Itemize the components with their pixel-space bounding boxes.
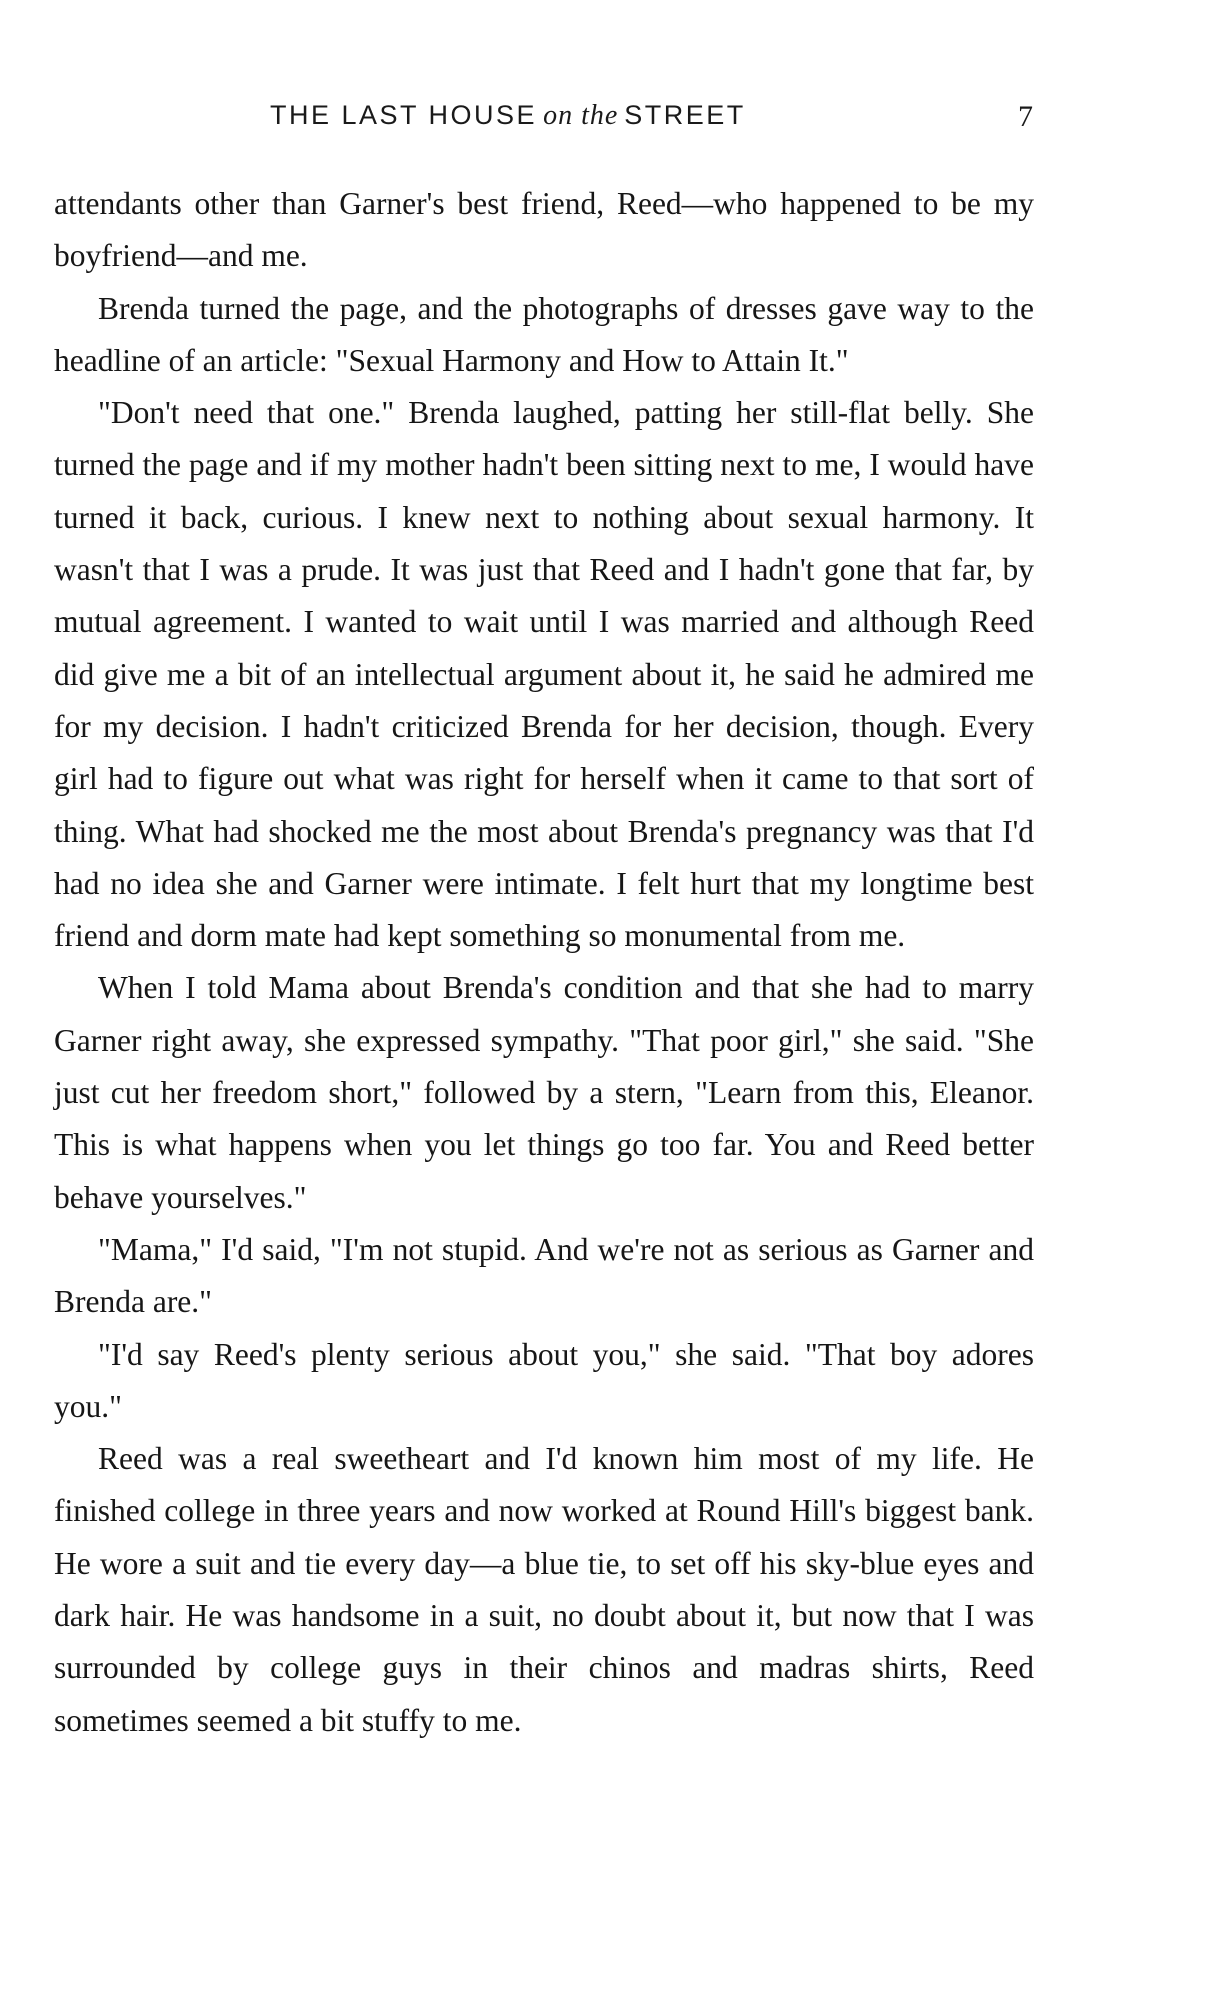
title-part-before: THE LAST HOUSE bbox=[270, 100, 538, 130]
paragraph: "Mama," I'd said, "I'm not stupid. And we're not as serious as Garner and Brenda are." bbox=[54, 1231, 1034, 1320]
paragraph-continued: attendants other than Garner's best friend, Reed—who happened to be my boyfriend—and me. bbox=[54, 186, 1034, 274]
paragraph: "I'd say Reed's plenty serious about you," she said. "That boy adores you." bbox=[54, 1336, 1034, 1424]
title-part-script: on the bbox=[543, 100, 619, 131]
paragraph: "Don't need that one." Brenda laughed, patting her still-flat belly. She turned the page and if my mother hadn't been sitting next to me, I would have turned it back, curious. I knew next to nothing about sexual harmony. It wasn't that I was a prude. It was just that Reed and I hadn't gone that far, by mutual agreement. I wanted to wait until I was married and although Reed did give me a bit of an intellectual argument about it, he said he admired me for my decision. I hadn't criticized Brenda for her decision, though. Every girl had to figure out what was right for herself when it came to that sort of thing. What had shocked me the most about Brenda's pregnancy was that I'd had no idea she and Garner were intimate. I felt hurt that my longtime best friend and dorm mate had kept something so monumental from me. bbox=[54, 395, 1034, 954]
paragraph: Reed was a real sweetheart and I'd known him most of my life. He finished college in three years and now worked at Round Hill's biggest bank. He wore a suit and tie every day—a blue tie, to set off his sky-blue eyes and dark hair. He was handsome in a suit, no doubt about it, but now that I was surrounded by college guys in their chinos and madras shirts, Reed sometimes seemed a bit stuffy to me. bbox=[54, 1441, 1034, 1738]
book-title-header bbox=[270, 100, 746, 132]
paragraph: When I told Mama about Brenda's condition and that she had to marry Garner right away, she expressed sympathy. "That poor girl," she said. "She just cut her freedom short," followed by a stern, "Learn from this, Eleanor. This is what happens when you let things go too far. You and Reed better behave yourselves." bbox=[54, 970, 1034, 1215]
page-number: 7 bbox=[1018, 100, 1033, 133]
paragraph: Brenda turned the page, and the photographs of dresses gave way to the headline of an article: "Sexual Harmony and How to Attain It." bbox=[54, 290, 1034, 378]
title-part-after: STREET bbox=[624, 100, 746, 130]
body-text bbox=[54, 178, 1034, 1747]
running-head bbox=[0, 100, 1206, 140]
